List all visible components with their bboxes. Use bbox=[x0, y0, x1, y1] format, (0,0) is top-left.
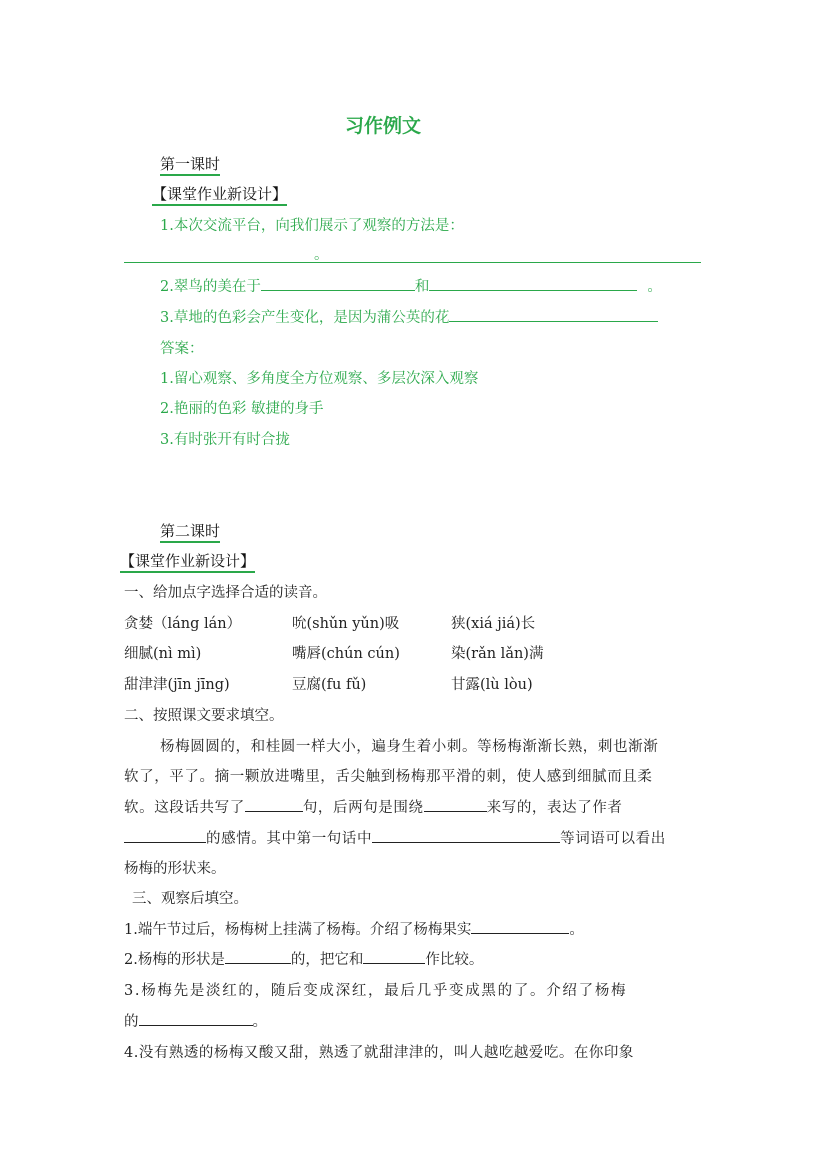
pinyin-r2c1: 细腻(nì mì) bbox=[124, 646, 202, 662]
lesson1-q2-b: 和 bbox=[414, 279, 430, 295]
focus-blank[interactable] bbox=[424, 797, 487, 812]
part3-q3-b: 的 bbox=[124, 1014, 139, 1030]
pinyin-r3c1: 甜津津(jīn jīng) bbox=[124, 677, 230, 693]
part3-q1-b: 。 bbox=[569, 922, 584, 938]
part3-q2-b: 的，把它和 bbox=[290, 952, 364, 968]
pinyin-r3c3: 甘露(lù lòu) bbox=[451, 677, 533, 693]
part3-q2-blank1[interactable] bbox=[225, 949, 291, 964]
pinyin-r2c3: 染(rǎn lǎn)满 bbox=[451, 646, 544, 662]
page-title: 习作例文 bbox=[345, 115, 422, 137]
part3-q1 bbox=[124, 918, 584, 939]
part3-q2-c: 作比较。 bbox=[425, 952, 484, 968]
lesson1-heading bbox=[160, 153, 220, 174]
lesson1-q3-blank[interactable] bbox=[449, 307, 658, 322]
lesson1-q2-blank2[interactable] bbox=[429, 276, 637, 291]
part3-q3-line2 bbox=[124, 1010, 267, 1031]
part3-q3-blank[interactable] bbox=[139, 1011, 253, 1026]
lesson1-q1: 1.本次交流平台，向我们展示了观察的方法是： bbox=[160, 218, 464, 234]
pinyin-r1c3: 狭(xiá jiá)长 bbox=[451, 616, 536, 632]
pinyin-r2c2: 嘴唇(chún cún) bbox=[292, 646, 400, 662]
part3-q4: 4.没有熟透的杨梅又酸又甜，熟透了就甜津津的，叫人越吃越爱吃。在你印象 bbox=[124, 1045, 634, 1061]
part3-q1-blank[interactable] bbox=[471, 919, 569, 934]
lesson2-heading bbox=[160, 520, 220, 541]
lesson2-heading-text: 第二课时 bbox=[160, 522, 220, 543]
sentence-count-blank[interactable] bbox=[245, 797, 303, 812]
pinyin-r3c2: 豆腐(fu fǔ) bbox=[292, 677, 367, 693]
lesson1-q1-end: 。 bbox=[314, 247, 329, 263]
answer-label: 答案： bbox=[160, 341, 204, 357]
part2-line2: 软了，平了。摘一颗放进嘴里，舌尖触到杨梅那平滑的刺，使人感到细腻而且柔 bbox=[124, 769, 653, 785]
part2-title: 二、按照课文要求填空。 bbox=[124, 708, 284, 724]
answer-3: 3.有时张开有时合拢 bbox=[160, 432, 290, 448]
part2-line5: 杨梅的形状来。 bbox=[124, 861, 226, 877]
part2-line4 bbox=[124, 827, 666, 848]
part3-q1-a: 1.端午节过后，杨梅树上挂满了杨梅。介绍了杨梅果实 bbox=[124, 922, 472, 938]
part2-line4-b: 等词语可以看出 bbox=[560, 831, 666, 847]
part3-title: 三、观察后填空。 bbox=[132, 891, 248, 907]
part3-q3-line1: 3.杨梅先是淡红的，随后变成深红，最后几乎变成黑的了。介绍了杨梅 bbox=[124, 983, 628, 999]
part3-q2 bbox=[124, 948, 483, 969]
lesson1-section bbox=[152, 183, 287, 204]
answer-1: 1.留心观察、多角度全方位观察、多层次深入观察 bbox=[160, 371, 479, 387]
words-blank[interactable] bbox=[372, 828, 560, 843]
part3-q2-a: 2.杨梅的形状是 bbox=[124, 952, 225, 968]
lesson2-section-text: 【课堂作业新设计】 bbox=[120, 552, 255, 573]
lesson2-section bbox=[120, 550, 255, 571]
feeling-blank[interactable] bbox=[124, 828, 206, 843]
pinyin-r1c1: 贪婪（láng lán） bbox=[124, 616, 242, 632]
lesson1-q3-text: 3.草地的色彩会产生变化，是因为蒲公英的花 bbox=[160, 310, 450, 326]
part2-line3-a: 软。这段话共写了 bbox=[124, 800, 245, 816]
lesson1-q2-a: 2.翠鸟的美在于 bbox=[160, 279, 261, 295]
lesson1-q2 bbox=[160, 275, 662, 296]
lesson1-q2-c: 。 bbox=[647, 279, 662, 295]
part2-line4-a: 的感情。其中第一句话中 bbox=[206, 831, 373, 847]
lesson1-section-text: 【课堂作业新设计】 bbox=[152, 185, 287, 206]
part2-line3-c: 来写的，表达了作者 bbox=[486, 800, 623, 816]
part3-q3-c: 。 bbox=[252, 1014, 267, 1030]
part2-line3 bbox=[124, 796, 623, 817]
lesson1-heading-text: 第一课时 bbox=[160, 155, 220, 176]
answer-2: 2.艳丽的色彩 敏捷的身手 bbox=[160, 401, 324, 417]
part2-line3-b: 句，后两句是围绕 bbox=[302, 800, 424, 816]
lesson1-q2-blank1[interactable] bbox=[261, 276, 415, 291]
part3-q2-blank2[interactable] bbox=[363, 949, 425, 964]
pinyin-r1c2: 吮(shǔn yǔn)吸 bbox=[292, 616, 400, 632]
lesson1-q3 bbox=[160, 306, 658, 327]
part1-title: 一、给加点字选择合适的读音。 bbox=[124, 585, 327, 601]
part2-line1: 杨梅圆圆的，和桂圆一样大小，遍身生着小刺。等杨梅渐渐长熟，刺也渐渐 bbox=[160, 739, 659, 755]
lesson1-q1-blank[interactable] bbox=[124, 262, 701, 263]
